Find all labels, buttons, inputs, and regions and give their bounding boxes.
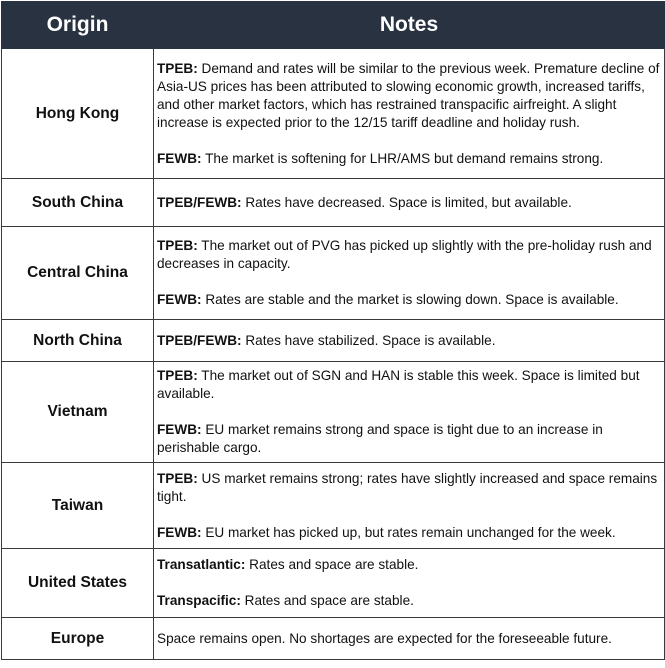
note-label: TPEB: — [157, 238, 198, 253]
table-row — [2, 320, 665, 362]
origin-cell: Vietnam — [2, 362, 154, 463]
origin-cell: Europe — [2, 618, 154, 660]
note-text: Rates have stabilized. Space is available. — [241, 332, 496, 348]
note-entry — [157, 470, 661, 506]
table-row — [2, 227, 665, 320]
notes-cell — [154, 227, 665, 320]
note-text: EU market has picked up, but rates remain unchanged for the week. — [201, 524, 616, 540]
note-text: Space remains open. No shortages are expected for the foreseeable future. — [157, 630, 612, 646]
note-label: TPEB: — [157, 368, 198, 383]
origin-cell: South China — [2, 179, 154, 227]
note-entry — [157, 421, 661, 457]
note-text: US market remains strong; rates have slightly increased and space remains tight. — [157, 470, 658, 504]
note-label: FEWB: — [157, 524, 202, 540]
note-entry — [157, 60, 661, 132]
note-label: FEWB: — [157, 150, 202, 166]
origin-cell: Hong Kong — [2, 49, 154, 179]
table-header-row — [2, 2, 665, 49]
note-entry — [157, 367, 661, 403]
table-row — [2, 618, 665, 660]
note-text: Rates have decreased. Space is limited, but available. — [241, 194, 572, 210]
notes-cell — [154, 49, 665, 179]
note-label: TPEB: — [157, 60, 198, 76]
note-label: FEWB: — [157, 292, 202, 307]
note-entry — [157, 592, 661, 610]
note-text: EU market remains strong and space is tight due to an increase in perishable cargo. — [157, 422, 603, 455]
note-text: Demand and rates will be similar to the previous week. Premature decline of Asia-US prices has been attributed to slowing economic growth, increased tariffs, and other market factors, which has restrained transpacific airfreight. A slight increase is expected prior to the 12/15 tariff deadline and holiday rush. — [157, 60, 660, 130]
table-row — [2, 549, 665, 618]
note-entry — [157, 524, 661, 542]
table-row — [2, 362, 665, 463]
table-row — [2, 179, 665, 227]
note-text: Rates are stable and the market is slowing down. Space is available. — [201, 292, 619, 307]
note-label: Transatlantic: — [157, 557, 246, 572]
notes-cell — [154, 549, 665, 618]
origin-cell: Taiwan — [2, 463, 154, 549]
note-label: TPEB: — [157, 470, 198, 486]
note-label: TPEB/FEWB: — [157, 332, 242, 348]
note-entry — [157, 150, 661, 168]
note-entry — [157, 291, 661, 309]
note-entry — [157, 194, 661, 212]
notes-cell — [154, 362, 665, 463]
origin-cell: North China — [2, 320, 154, 362]
note-text: The market out of PVG has picked up slightly with the pre-holiday rush and decreases in capacity. — [157, 238, 652, 271]
note-text: The market is softening for LHR/AMS but demand remains strong. — [201, 150, 604, 166]
table-row — [2, 463, 665, 549]
rates-table — [1, 1, 665, 660]
origin-cell: Central China — [2, 227, 154, 320]
note-entry — [157, 630, 661, 648]
note-text: Rates and space are stable. — [240, 593, 414, 608]
note-label: Transpacific: — [157, 593, 241, 608]
note-text: Rates and space are stable. — [245, 557, 419, 572]
note-label: FEWB: — [157, 422, 202, 437]
notes-cell — [154, 179, 665, 227]
origin-cell: United States — [2, 549, 154, 618]
table-row — [2, 49, 665, 179]
note-text: The market out of SGN and HAN is stable this week. Space is limited but available. — [157, 368, 640, 401]
notes-cell — [154, 320, 665, 362]
notes-cell — [154, 463, 665, 549]
note-entry — [157, 237, 661, 273]
note-entry — [157, 332, 661, 350]
notes-cell — [154, 618, 665, 660]
header-notes: Notes — [154, 2, 665, 49]
header-origin: Origin — [2, 2, 154, 49]
note-entry — [157, 556, 661, 574]
note-label: TPEB/FEWB: — [157, 194, 242, 210]
